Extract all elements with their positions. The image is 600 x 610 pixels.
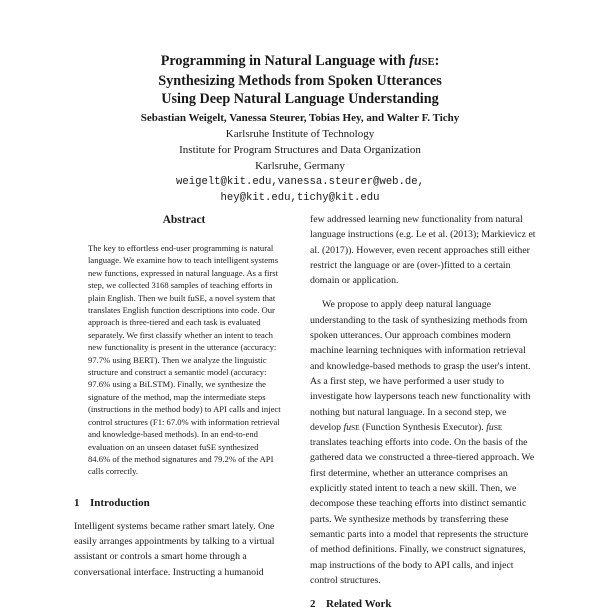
affiliation-2: Institute for Program Structures and Data Organization (179, 144, 421, 156)
para2-part-a: We propose to apply deep natural language understanding to the task of synthesizing methods from spoken utterances. Our approach combines modern machine learning techniques with information retrieval and knowledge-based methods to grasp the user's intent. As a first step, we have performed a user study to investigate how laypersons teach new functionality with nothing but natural language. In a second step, we develop (310, 299, 531, 433)
right-body (310, 212, 536, 588)
affiliation-1: Karlsruhe Institute of Technology (225, 128, 375, 140)
title-prefix: Programming in Natural Language with (160, 53, 410, 69)
related-title: Related Work (326, 598, 392, 610)
paper-title (60, 52, 540, 108)
abstract-heading: Abstract (162, 214, 206, 226)
introduction-title: Introduction (90, 496, 150, 509)
abstract-body (74, 242, 282, 478)
introduction-body (74, 519, 294, 580)
right-paragraph-1: few addressed learning new functionality from natural language instructions (e.g. Le et al. (2013); Markievicz et al. (2017)). However, even recent approaches still either restrict the language or are (over-)fitted to a certain domain or application. (310, 214, 536, 287)
author-block (40, 110, 560, 206)
para2-part-c: translates teaching efforts into code. On the basis of the gathered data we constructed a three-tiered approach. We first determine, whether an utterance comprises an explicitly stated intent to teach a new skill. Then, we decompose these teaching efforts into distinct semantic parts. We synthesize methods by transferring these semantic parts into a model that represents the structure of method definitions. Finally, we construct signatures, map instructions of the body to API calls, and inject control structures. (310, 437, 535, 586)
abstract-text: The key to effortless end-user programming is natural language. We examine how to teach intelligent systems new functions, expressed in natural language. As a first step, we collected 3168 samples of teaching efforts in plain English. Then we built fuSE, a novel system that translates English function descriptions into code. Our approach is three-tiered and each task is evaluated separately. We first classify whether an intent to teach new functionality is present in the utterance (accuracy: 97.7% using BERT). Then we analyze the linguistic structure and construct a semantic model (accuracy: 97.6% using a BiLSTM). Finally, we synthesize the signature of the method, map the intermediate steps (instructions in the method body) to API calls and inject control structures (F1: 67.0% with information retrieval and knowledge-based methods). In an end-to-end evaluation on an unseen dataset fuSE synthesized 84.6% of the method signatures and 79.2% of the API calls correctly. (88, 243, 281, 477)
left-column (74, 212, 294, 580)
right-paragraph-2 (310, 297, 536, 588)
fuse-name-2: fu (486, 421, 494, 433)
fuse-inline-1 (343, 422, 359, 433)
title-line-1 (60, 52, 540, 72)
fuse-name: fu (343, 421, 352, 433)
related-number: 2 (310, 598, 316, 610)
fuse-se: SE (351, 422, 360, 432)
fuse-se-2: SE (493, 422, 503, 432)
title-colon: : (434, 53, 440, 69)
right-column (310, 212, 536, 610)
emails-line-1: weigelt@kit.edu,vanessa.steurer@web.de, (176, 176, 424, 188)
introduction-number: 1 (74, 496, 80, 509)
title-se: SE (421, 57, 435, 68)
introduction-text: Intelligent systems became rather smart lately. One easily arranges appointments by talking to a virtual assistant or controls a smart home through a conversational interface. Instructing a humanoid (74, 520, 275, 578)
title-line-3: Using Deep Natural Language Understanding (161, 91, 439, 107)
emails-line-2: hey@kit.edu,tichy@kit.edu (220, 192, 380, 204)
fuse-inline-2 (486, 422, 502, 433)
author-names: Sebastian Weigelt, Vanessa Steurer, Tobias Hey, and Walter F. Tichy (140, 112, 460, 124)
title-fuse: fu (409, 53, 422, 69)
para2-part-b: (Function Synthesis Executor). (359, 421, 487, 433)
location: Karlsruhe, Germany (255, 160, 345, 172)
introduction-heading (74, 497, 294, 509)
title-line-2: Synthesizing Methods from Spoken Utterances (158, 73, 442, 89)
